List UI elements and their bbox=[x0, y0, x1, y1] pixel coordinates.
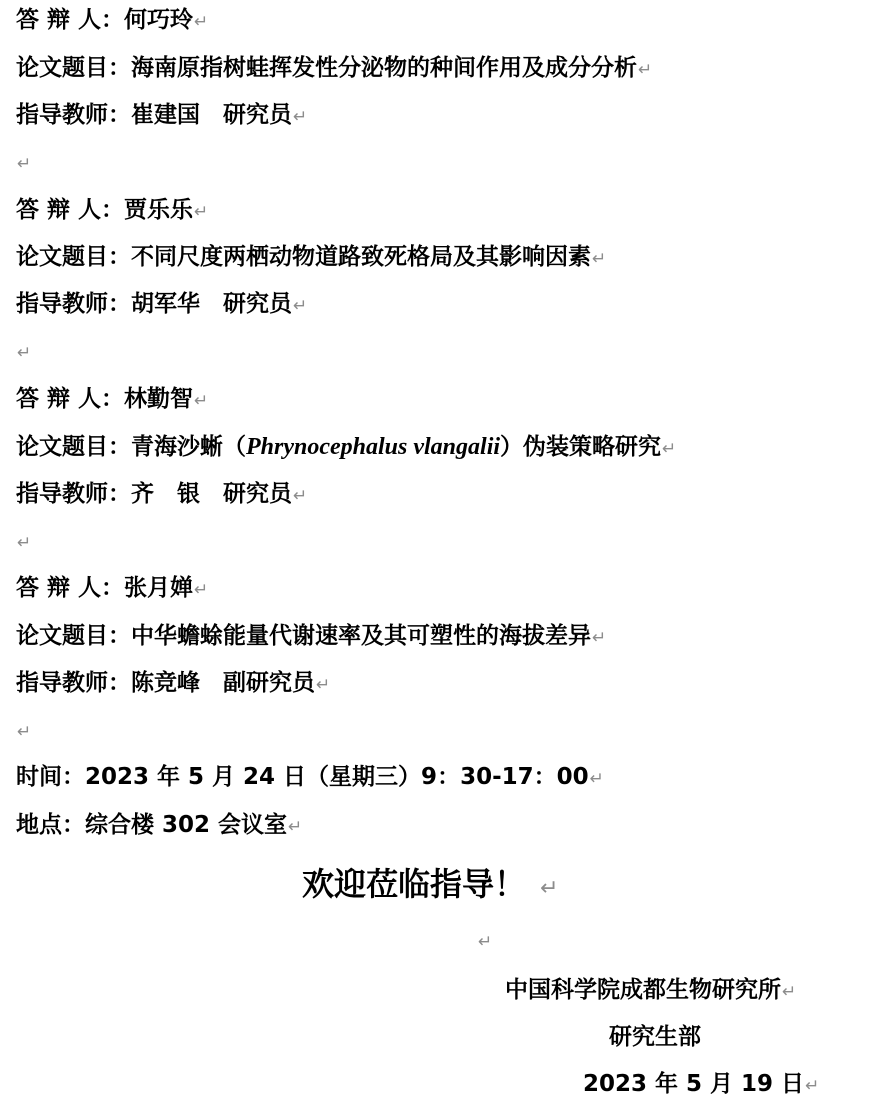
thesis-title-before: 青海沙蜥（ bbox=[131, 434, 246, 460]
defender-name: 张月婵 bbox=[124, 575, 194, 601]
return-mark-icon: ↵ bbox=[662, 439, 677, 459]
defender-label: 答 辩 人： bbox=[16, 386, 125, 412]
signature-institute bbox=[505, 975, 796, 1005]
entry-3-advisor-line bbox=[16, 479, 307, 509]
advisor-label: 指导教师： bbox=[16, 670, 131, 696]
return-mark-icon: ↵ bbox=[540, 876, 559, 901]
blank-line bbox=[16, 336, 31, 366]
return-mark-icon: ↵ bbox=[194, 391, 209, 411]
advisor-label: 指导教师： bbox=[16, 102, 131, 128]
defender-name: 贾乐乐 bbox=[124, 197, 194, 223]
advisor-name: 陈竞峰 副研究员 bbox=[131, 670, 315, 696]
species-latin-name: Phrynocephalus vlangalii bbox=[246, 434, 501, 460]
return-mark-icon: ↵ bbox=[478, 932, 493, 952]
return-mark-icon: ↵ bbox=[293, 486, 308, 506]
time-label: 时间： bbox=[16, 764, 85, 790]
title-label: 论文题目： bbox=[16, 55, 131, 81]
entry-3-defender-line bbox=[16, 384, 208, 414]
entry-1-advisor-line bbox=[16, 100, 307, 130]
entry-4-advisor-line bbox=[16, 668, 330, 698]
department-name: 研究生部 bbox=[609, 1024, 701, 1050]
thesis-title: 中华蟾蜍能量代谢速率及其可塑性的海拔差异 bbox=[131, 623, 591, 649]
return-mark-icon: ↵ bbox=[194, 580, 209, 600]
blank-line bbox=[16, 526, 31, 556]
return-mark-icon: ↵ bbox=[782, 982, 797, 1002]
advisor-name: 齐 银 研究员 bbox=[131, 481, 292, 507]
place-line bbox=[16, 810, 302, 840]
signature-department bbox=[609, 1022, 701, 1052]
entry-1-defender-line bbox=[16, 5, 208, 35]
return-mark-icon: ↵ bbox=[17, 154, 32, 174]
institute-name: 中国科学院成都生物研究所 bbox=[505, 977, 781, 1003]
advisor-name: 崔建国 研究员 bbox=[131, 102, 292, 128]
title-label: 论文题目： bbox=[16, 244, 131, 270]
time-line bbox=[16, 762, 604, 792]
signature-date bbox=[583, 1069, 819, 1099]
return-mark-icon: ↵ bbox=[592, 628, 607, 648]
thesis-title: 不同尺度两栖动物道路致死格局及其影响因素 bbox=[131, 244, 591, 270]
return-mark-icon: ↵ bbox=[194, 12, 209, 32]
return-mark-icon: ↵ bbox=[293, 107, 308, 127]
entry-4-title-line bbox=[16, 621, 606, 651]
return-mark-icon: ↵ bbox=[17, 343, 32, 363]
date-value: 2023 年 5 月 19 日 bbox=[583, 1071, 805, 1097]
title-label: 论文题目： bbox=[16, 434, 131, 460]
return-mark-icon: ↵ bbox=[293, 296, 308, 316]
defender-label: 答 辩 人： bbox=[16, 7, 125, 33]
return-mark-icon: ↵ bbox=[17, 722, 32, 742]
return-mark-icon: ↵ bbox=[592, 249, 607, 269]
welcome-text: 欢迎莅临指导！ bbox=[302, 865, 527, 903]
entry-3-title-line bbox=[16, 432, 676, 462]
title-label: 论文题目： bbox=[16, 623, 131, 649]
entry-4-defender-line bbox=[16, 573, 208, 603]
entry-2-advisor-line bbox=[16, 289, 307, 319]
entry-2-defender-line bbox=[16, 195, 208, 225]
return-mark-icon: ↵ bbox=[589, 769, 604, 789]
defender-label: 答 辩 人： bbox=[16, 575, 125, 601]
return-mark-icon: ↵ bbox=[17, 533, 32, 553]
defender-name: 何巧玲 bbox=[124, 7, 194, 33]
place-value: 综合楼 302 会议室 bbox=[85, 812, 288, 838]
advisor-name: 胡军华 研究员 bbox=[131, 291, 292, 317]
advisor-label: 指导教师： bbox=[16, 291, 131, 317]
defender-name: 林勤智 bbox=[124, 386, 194, 412]
return-mark-icon: ↵ bbox=[194, 202, 209, 222]
return-mark-icon: ↵ bbox=[288, 817, 303, 837]
blank-line bbox=[16, 715, 31, 745]
thesis-title: 海南原指树蛙挥发性分泌物的种间作用及成分分析 bbox=[131, 55, 637, 81]
return-mark-icon: ↵ bbox=[805, 1076, 820, 1096]
place-label: 地点： bbox=[16, 812, 85, 838]
thesis-title-after: ）伪装策略研究 bbox=[500, 434, 662, 460]
entry-1-title-line bbox=[16, 53, 652, 83]
return-mark-icon: ↵ bbox=[316, 675, 331, 695]
return-mark-icon: ↵ bbox=[638, 60, 653, 80]
defender-label: 答 辩 人： bbox=[16, 197, 125, 223]
blank-line bbox=[16, 147, 31, 177]
entry-2-title-line bbox=[16, 242, 606, 272]
time-value: 2023 年 5 月 24 日（星期三）9：30-17：00 bbox=[85, 764, 589, 790]
advisor-label: 指导教师： bbox=[16, 481, 131, 507]
welcome-heading bbox=[302, 864, 558, 904]
